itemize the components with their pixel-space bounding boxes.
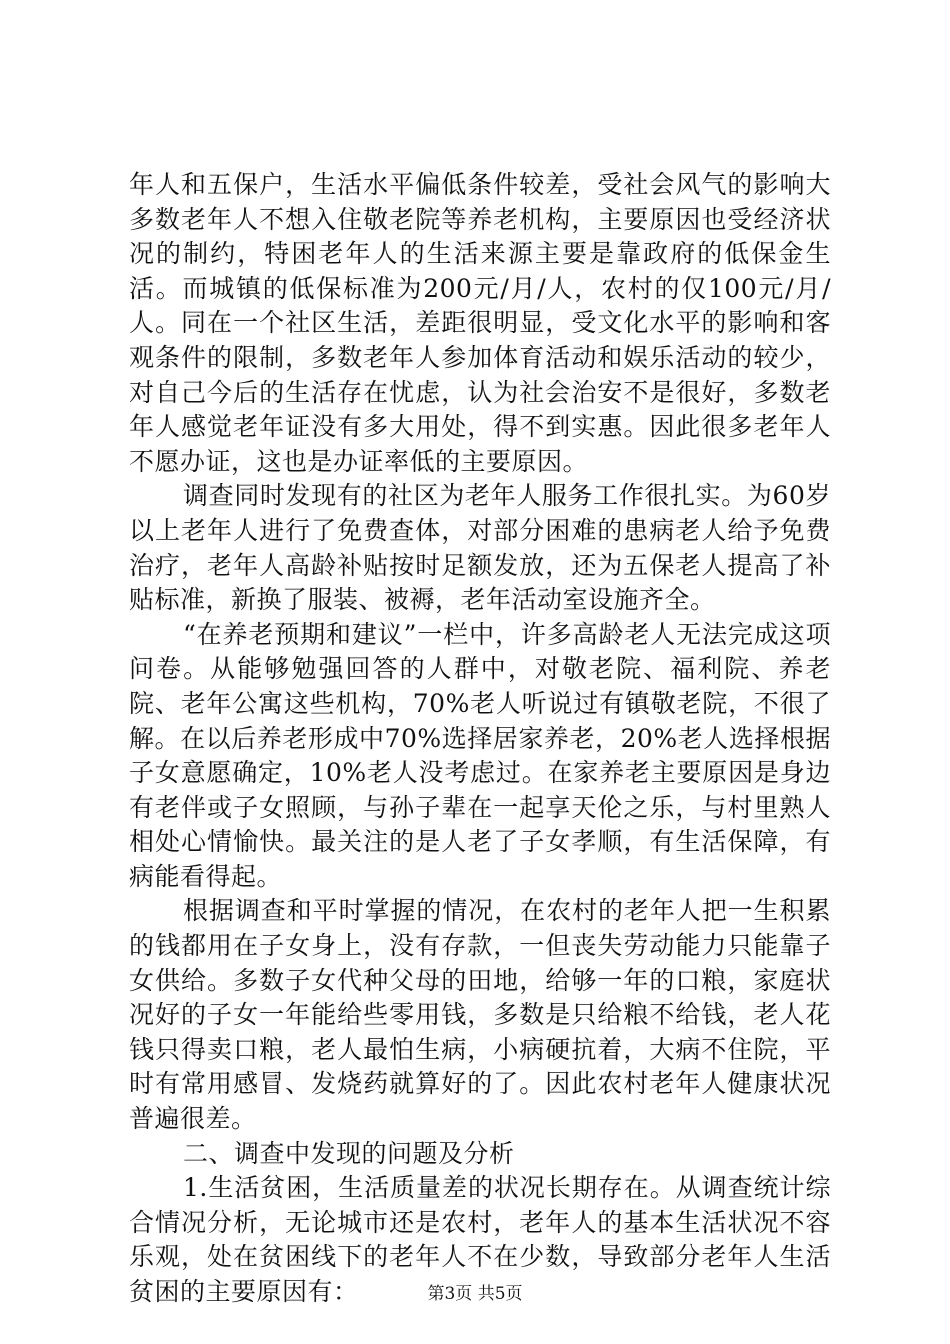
paragraph-4: 根据调查和平时掌握的情况，在农村的老年人把一生积累的钱都用在子女身上，没有存款，一但丧失劳动能力只能靠子女供给。多数子女代种父母的田地，给够一年的口粮，家庭状况好的子女一年能给些零用钱，多数是只给粮不给钱，老人花钱只得卖口粮，老人最怕生病，小病硬抗着，大病不住院，平时有常用感冒、发烧药就算好的了。因此农村老年人健康状况普遍很差。 [129, 896, 831, 1134]
paragraph-6: 1.生活贫困，生活质量差的状况长期存在。从调查统计综合情况分析，无论城市还是农村，老年人的基本生活状况不容乐观，处在贫困线下的老年人不在少数，导致部分老年人生活贫困的主要原因有： [129, 1173, 831, 1306]
body-text [129, 168, 831, 1310]
paragraph-3: “在养老预期和建议”一栏中，许多高龄老人无法完成这项问卷。从能够勉强回答的人群中，对敬老院、福利院、养老院、老年公寓这些机构，70%老人听说过有镇敬老院，不很了解。在以后养老形成中70%选择居家养老，20%老人选择根据子女意愿确定，10%老人没考虑过。在家养老主要原因是身边有老伴或子女照顾，与孙子辈在一起享天伦之乐，与村里熟人相处心情愉快。最关注的是人老了子女孝顺，有生活保障，有病能看得起。 [129, 619, 831, 891]
page-footer: 第3页 共5页 [427, 1284, 523, 1304]
paragraph-1: 年人和五保户，生活水平偏低条件较差，受社会风气的影响大多数老年人不想入住敬老院等养老机构，主要原因也受经济状况的制约，特困老年人的生活来源主要是靠政府的低保金生活。而城镇的低保标准为200元/月/人，农村的仅100元/月/人。同在一个社区生活，差距很明显，受文化水平的影响和客观条件的限制，多数老年人参加体育活动和娱乐活动的较少，对自己今后的生活存在忧虑，认为社会治安不是很好，多数老年人感觉老年证没有多大用处，得不到实惠。因此很多老年人不愿办证，这也是办证率低的主要原因。 [129, 170, 831, 476]
paragraph-2: 调查同时发现有的社区为老年人服务工作很扎实。为60岁以上老年人进行了免费查体，对部分困难的患病老人给予免费治疗，老年人高龄补贴按时足额发放，还为五保老人提高了补贴标准，新换了服装、被褥，老年活动室设施齐全。 [129, 481, 831, 615]
section-heading: 二、调查中发现的问题及分析 [183, 1138, 515, 1168]
